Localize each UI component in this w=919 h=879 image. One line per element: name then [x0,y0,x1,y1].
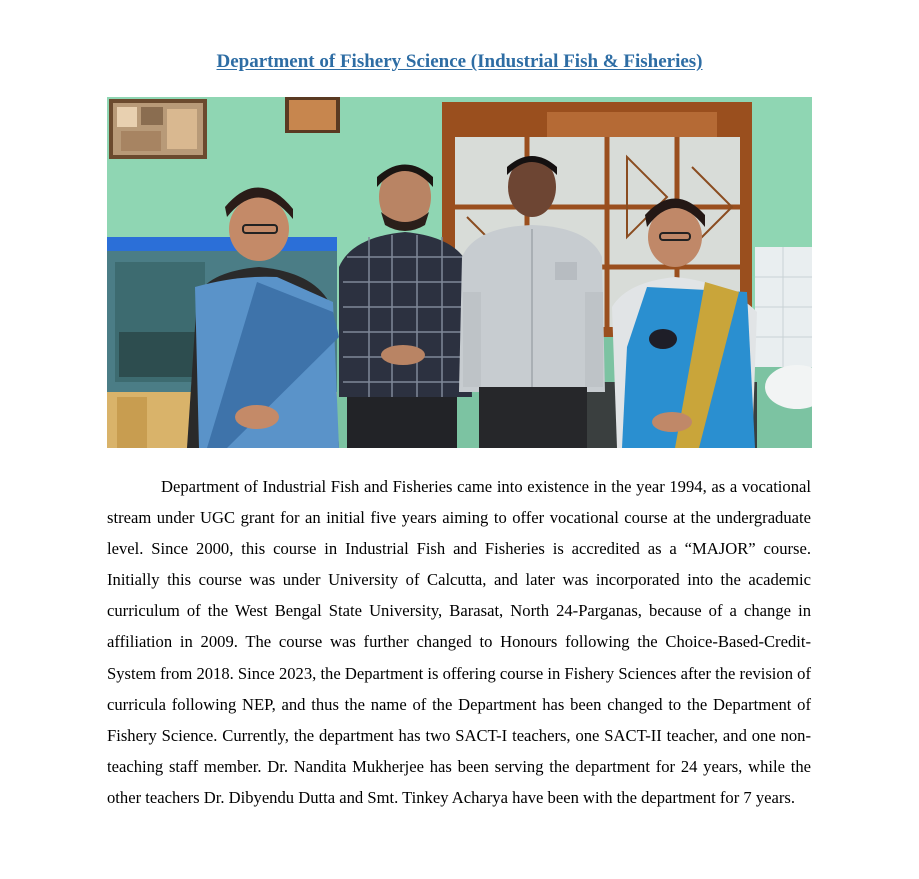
department-group-photo [107,97,812,448]
department-description-paragraph: Department of Industrial Fish and Fisheries came into existence in the year 1994, as a vocational stream under UGC grant for an initial five years aiming to offer vocational course at the undergraduate level. Since 2000, this course in Industrial Fish and Fisheries is accredited as a “MAJOR” course. Initially this course was under University of Calcutta, and later was incorporated into the academic curriculum of the West Bengal State University, Barasat, North 24-Parganas, because of a change in affiliation in 2009. The course was further changed to Honours following the Choice-Based-Credit-System from 2018. Since 2023, the Department is offering course in Fishery Sciences after the revision of curricula following NEP, and thus the name of the Department has been changed to the Department of Fishery Science. Currently, the department has two SACT-I teachers, one SACT-II teacher, and one non-teaching staff member. Dr. Nandita Mukherjee has been serving the department for 24 years, while the other teachers Dr. Dibyendu Dutta and Smt. Tinkey Acharya have been with the department for 7 years. [107,477,811,807]
page-title: Department of Fishery Science (Industrial Fish & Fisheries) [216,51,703,72]
